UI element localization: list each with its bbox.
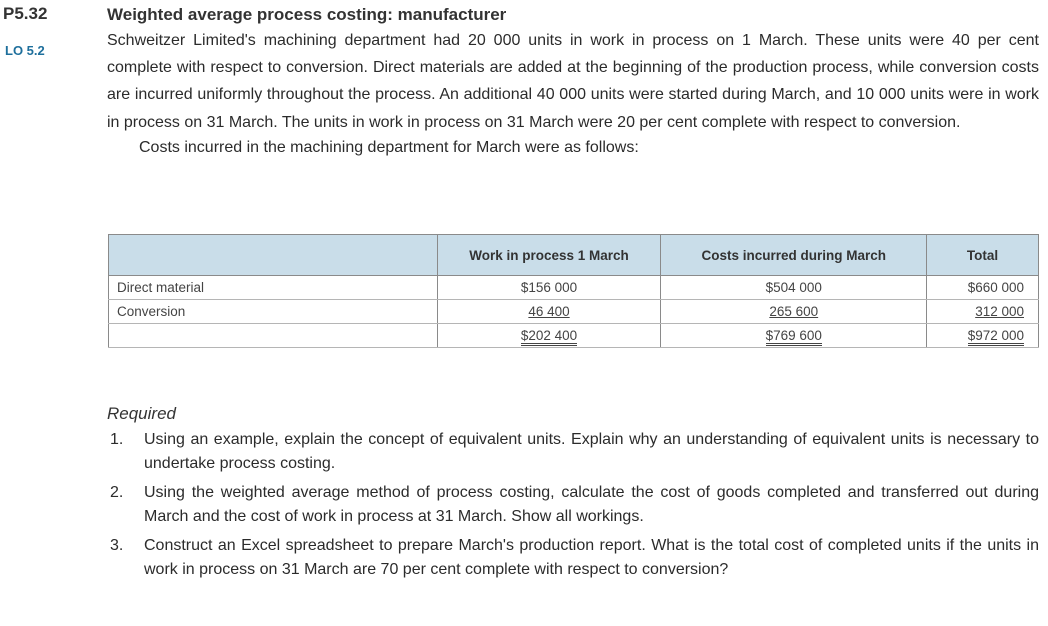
problem-title: Weighted average process costing: manufacturer xyxy=(107,5,507,24)
header-total: Total xyxy=(927,235,1039,276)
header-incurred: Costs incurred during March xyxy=(661,235,927,276)
table-row xyxy=(109,276,1039,300)
problem-body xyxy=(107,3,1039,160)
wip-value: 46 400 xyxy=(437,300,661,324)
list-item: 2. Using the weighted average method of process costing, calculate the cost of goods completed and transferred out during March and the cost of work in process at 31 March. Show all workings. xyxy=(110,484,1039,525)
total-value: $660 000 xyxy=(927,276,1039,300)
wip-value: $156 000 xyxy=(437,276,661,300)
list-item: 3. Construct an Excel spreadsheet to prepare March's production report. What is the total cost of completed units if the units in work in process on 31 March are 70 per cent complete with respect to conversion? xyxy=(110,537,1039,578)
learning-objective: LO 5.2 xyxy=(5,43,45,58)
table-row xyxy=(109,324,1039,348)
table-header-row xyxy=(109,235,1039,276)
total-value: $972 000 xyxy=(927,324,1039,348)
incurred-value: 265 600 xyxy=(661,300,927,324)
header-wip: Work in process 1 March xyxy=(437,235,661,276)
required-list xyxy=(107,428,1039,582)
incurred-value: $769 600 xyxy=(661,324,927,348)
incurred-value: $504 000 xyxy=(661,276,927,300)
total-value: 312 000 xyxy=(927,300,1039,324)
required-section xyxy=(107,402,1039,587)
costs-intro: Costs incurred in the machining department for March were as follows: xyxy=(139,138,639,156)
problem-number: P5.32 xyxy=(3,4,48,23)
wip-value: $202 400 xyxy=(437,324,661,348)
required-title: Required xyxy=(107,404,176,423)
row-label: Conversion xyxy=(109,300,438,324)
intro-paragraph: Schweitzer Limited's machining department had 20 000 units in work in process on 1 March. These units were 40 per cent complete with respect to conversion. Direct materials are added at the beginning of the production process, while conversion costs are incurred uniformly throughout the process. An additional 40 000 units were started during March, and 10 000 units were in work in process on 31 March. The units in work in process on 31 March were 20 per cent complete with respect to conversion. xyxy=(107,32,1039,131)
costs-table xyxy=(108,234,1039,348)
row-label: Direct material xyxy=(109,276,438,300)
header-blank xyxy=(109,235,438,276)
row-label xyxy=(109,324,438,348)
list-item: 1. Using an example, explain the concept of equivalent units. Explain why an understanding of equivalent units is necessary to undertake process costing. xyxy=(110,431,1039,472)
table-row xyxy=(109,300,1039,324)
